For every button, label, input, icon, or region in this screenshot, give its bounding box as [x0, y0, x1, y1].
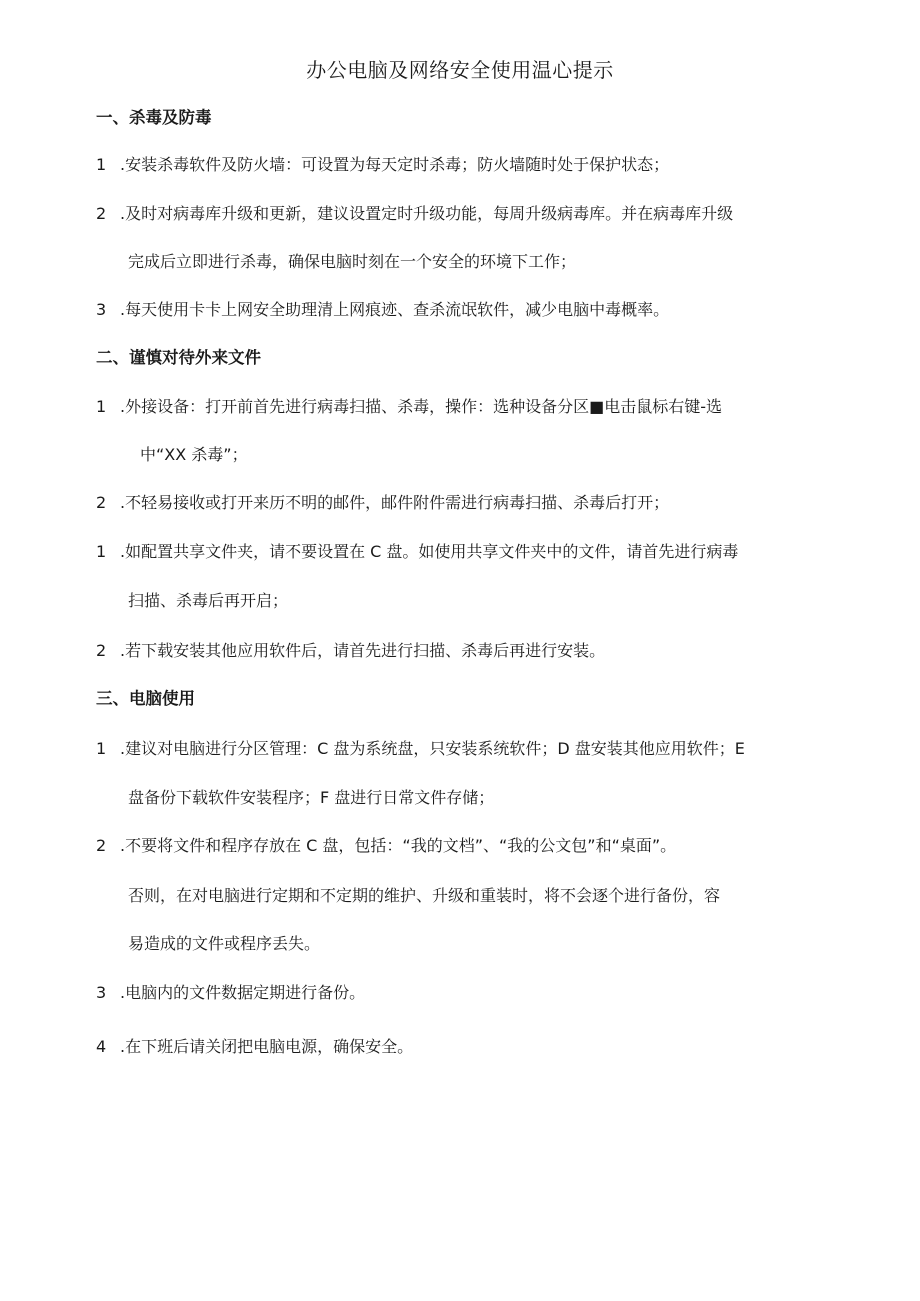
item-text: .如配置共享文件夹，请不要设置在 C 盘。如使用共享文件夹中的文件，请首先进行病毒: [120, 542, 739, 561]
item-text: .若下载安装其他应用软件后，请首先进行扫描、杀毒后再进行安装。: [120, 641, 606, 660]
item-number: 1: [96, 739, 107, 758]
item-number: 3: [96, 300, 107, 319]
list-item: [96, 202, 733, 226]
list-item: [96, 395, 722, 419]
list-item: [96, 153, 669, 177]
item-text-continued: 中“XX 杀毒”；: [140, 445, 248, 464]
item-text: .外接设备：打开前首先进行病毒扫描、杀毒，操作：选种设备分区■电击鼠标右键-选: [120, 397, 722, 416]
list-item: [96, 1035, 413, 1059]
item-text: .不轻易接收或打开来历不明的邮件，邮件附件需进行病毒扫描、杀毒后打开；: [120, 493, 670, 512]
item-number: 3: [96, 983, 107, 1002]
item-text: .电脑内的文件数据定期进行备份。: [120, 983, 366, 1002]
list-item: [96, 540, 738, 564]
list-item: [96, 298, 669, 322]
section-heading-antivirus: 一、杀毒及防毒: [96, 108, 212, 127]
item-text: .在下班后请关闭把电脑电源，确保安全。: [120, 1037, 414, 1056]
item-number: 1: [96, 542, 107, 561]
item-text: .安装杀毒软件及防火墙：可设置为每天定时杀毒；防火墙随时处于保护状态；: [120, 155, 670, 174]
item-number: 2: [96, 204, 107, 223]
item-text-continued: 盘备份下载软件安装程序；F 盘进行日常文件存储；: [128, 788, 495, 807]
item-number: 4: [96, 1037, 107, 1056]
item-text-continued: 易造成的文件或程序丢失。: [128, 934, 321, 953]
section-heading-computer-use: 三、电脑使用: [96, 689, 195, 708]
list-item: [96, 981, 365, 1005]
item-text-continued: 否则，在对电脑进行定期和不定期的维护、升级和重装时，将不会逐个进行备份，容: [128, 886, 721, 905]
item-text: .不要将文件和程序存放在 C 盘，包括：“我的文档”、“我的公文包”和“桌面”。: [120, 836, 677, 855]
list-item: [96, 491, 669, 515]
item-text: .及时对病毒库升级和更新，建议设置定时升级功能，每周升级病毒库。并在病毒库升级: [120, 204, 734, 223]
list-item: [96, 834, 676, 858]
item-number: 2: [96, 836, 107, 855]
list-item: [96, 639, 605, 663]
page-title: 办公电脑及网络安全使用温心提示: [306, 58, 614, 82]
item-number: 1: [96, 397, 107, 416]
item-text-continued: 扫描、杀毒后再开启；: [128, 591, 289, 610]
item-text: .建议对电脑进行分区管理：C 盘为系统盘，只安装系统软件；D 盘安装其他应用软件；E: [120, 739, 745, 758]
section-heading-external-files: 二、谨慎对待外来文件: [96, 348, 261, 367]
item-text: .每天使用卡卡上网安全助理清上网痕迹、查杀流氓软件，减少电脑中毒概率。: [120, 300, 670, 319]
item-number: 2: [96, 493, 107, 512]
list-item: [96, 737, 745, 761]
item-number: 2: [96, 641, 107, 660]
item-number: 1: [96, 155, 107, 174]
item-text-continued: 完成后立即进行杀毒，确保电脑时刻在一个安全的环境下工作；: [128, 252, 577, 271]
